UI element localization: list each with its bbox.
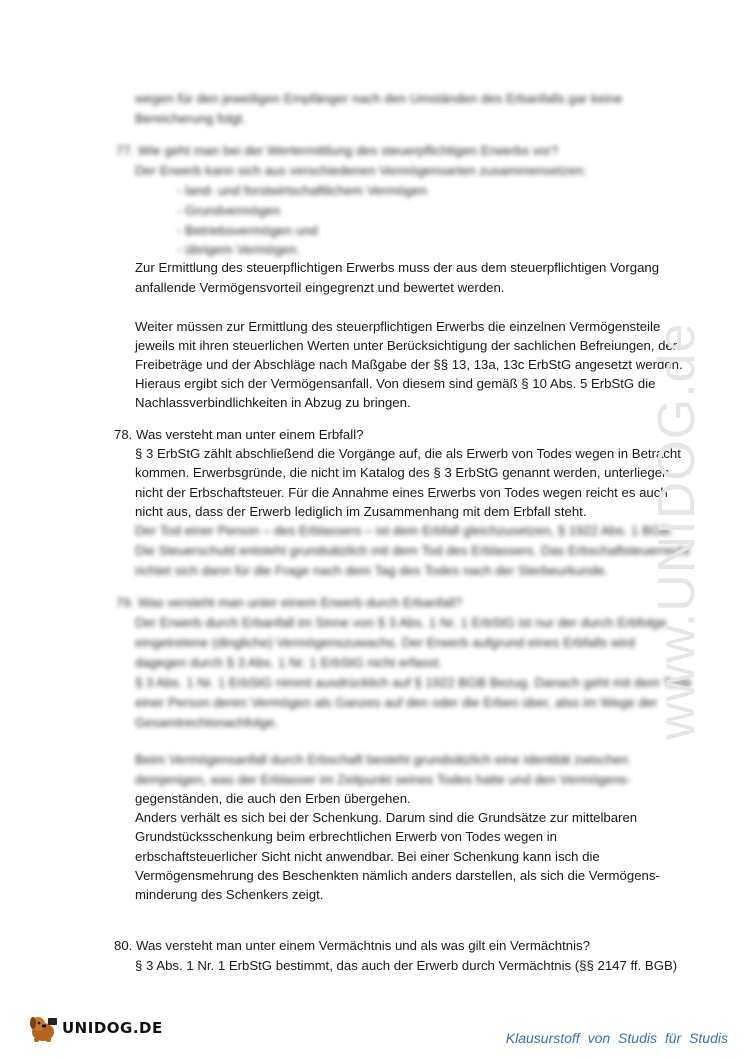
q79-line-4: § 3 Abs. 1 Nr. 1 ErbStG nimmt ausdrücklich auf § 1922 BGB Bezug. Danach geht mit dem Tode: [135, 675, 692, 690]
q77-line-2: Zur Ermittlung des steuerpflichtigen Erwerbs muss der aus dem steuerpflichtigen Vorgang: [135, 260, 660, 275]
q77-bullet-4: - übrigem Vermögen.: [177, 242, 301, 257]
q80-question: 80. Was versteht man unter einem Vermächtnis und als was gilt ein Vermächtnis?: [114, 938, 590, 953]
logo-text: UNIDOG.DE: [62, 1019, 163, 1037]
q79-line-3: dagegen durch § 3 Abs. 1 Nr. 1 ErbStG nicht erfasst.: [135, 655, 443, 670]
q77-line-8: Nachlassverbindlichkeiten in Abzug zu bringen.: [135, 395, 411, 410]
q79-line-2: eingetretene (dingliche) Vermögenszuwachs. Der Erwerb aufgrund eines Erbfalls wird: [135, 635, 635, 650]
cont-76-line-1: wegen für den jeweiligen Empfänger nach den Umständen des Erbanfalls gar keine: [135, 91, 623, 106]
q78-line-2: kommen. Erwerbsgründe, die nicht im Katalog des § 3 ErbStG genannt werden, unterliegen: [135, 465, 670, 480]
q79-line-11: Grundstücksschenkung beim erbrechtlichen Erwerb von Todes wegen in: [135, 829, 557, 844]
q77-bullet-3: - Betriebsvermögen und: [177, 223, 318, 238]
q77-question: 77. Wie geht man bei der Wertermittlung des steuerpflichtigen Erwerbs vor?: [116, 143, 559, 158]
q78-line-7: richtet sich dann für die Frage nach dem Tag des Todes nach der Sterbeurkunde.: [135, 563, 609, 578]
q78-line-1: § 3 ErbStG zählt abschließend die Vorgänge auf, die als Erwerb von Todes wegen in Betracht: [135, 446, 681, 461]
q79-line-10: Anders verhält es sich bei der Schenkung. Darum sind die Grundsätze zur mittelbaren: [135, 810, 638, 825]
q79-question: 79. Was versteht man unter einem Erwerb durch Erbanfall?: [116, 595, 463, 610]
q79-line-6: Gesamtrechtsnachfolge.: [135, 715, 278, 730]
q80-line-1: § 3 Abs. 1 Nr. 1 ErbStG bestimmt, das auch der Erwerb durch Vermächtnis (§§ 2147 ff. BGB): [135, 958, 678, 973]
q79-line-12: erbschaftsteuerlicher Sicht nicht anwendbar. Bei einer Schenkung kann isch die: [135, 849, 600, 864]
q79-line-1: Der Erwerb durch Erbanfall im Sinne von § 3 Abs. 1 Nr. 1 ErbStG ist nur der durch Erbfolge: [135, 615, 667, 630]
q77-bullet-2: - Grundvermögen: [177, 203, 281, 218]
q79-line-7: Beim Vermögensanfall durch Erbschaft besteht grundsätzlich eine Identität zwischen: [135, 752, 629, 767]
q79-line-14: minderung des Schenkers zeigt.: [135, 887, 324, 902]
q77-line-6: Freibeträge und der Abschläge nach Maßgabe der §§ 13, 13a, 13c ErbStG angesetzt werden.: [135, 357, 683, 372]
q78-question: 78. Was versteht man unter einem Erbfall?: [114, 427, 364, 442]
q78-line-4: nicht aus, dass der Erwerb lediglich im Zusammenhang mit dem Erbfall steht.: [135, 504, 587, 519]
q79-line-13: Vermögensmehrung des Beschenkten nämlich anders darstellen, als sich die Vermögens-: [135, 868, 660, 883]
q77-line-7: Hieraus ergibt sich der Vermögensanfall. Von diesem sind gemäß § 10 Abs. 5 ErbStG die: [135, 376, 656, 391]
q78-line-3: nicht der Erbschaftsteuer. Für die Annahme eines Erwerbs von Todes wegen reicht es auch: [135, 485, 668, 500]
q77-line-4: Weiter müssen zur Ermittlung des steuerpflichtigen Erwerbs die einzelnen Vermögensteile: [135, 319, 661, 334]
q79-line-8: demjenigen, was der Erblasser im Zeitpunkt seines Todes hatte und den Vermögens-: [135, 772, 632, 787]
watermark: www.UNIDOG.de: [648, 322, 706, 740]
q77-line-1: Der Erwerb kann sich aus verschiedenen Vermögensarten zusammensetzen:: [135, 163, 587, 178]
footer-slogan: Klausurstoff von Studis für Studis: [505, 1030, 728, 1046]
q77-line-5: jeweils mit ihren steuerlichen Werten unter Berücksichtigung der sachlichen Befreiungen, der: [135, 338, 678, 353]
cont-76-line-2: Bereicherung folgt.: [135, 111, 246, 126]
q78-line-5: Der Tod einer Person – des Erblassers – ist dem Erbfall gleichzusetzen, § 1922 Abs. 1 BGB.: [135, 523, 674, 538]
unidog-logo: [26, 1012, 163, 1044]
q79-line-9: gegenständen, die auch den Erben übergehen.: [135, 791, 411, 806]
q78-line-6: Die Steuerschuld entsteht grundsätzlich mit dem Tod des Erblassers. Das Erbschaftsteuerrecht: [135, 543, 690, 558]
dog-icon: [26, 1012, 60, 1044]
q77-bullet-1: - land- und forstwirtschaftlichem Vermögen: [177, 183, 427, 198]
q79-line-5: einer Person deren Vermögen als Ganzes auf den oder die Erben über, also im Wege der: [135, 695, 658, 710]
q77-line-3: anfallende Vermögensvorteil eingegrenzt und bewertet werden.: [135, 280, 505, 295]
